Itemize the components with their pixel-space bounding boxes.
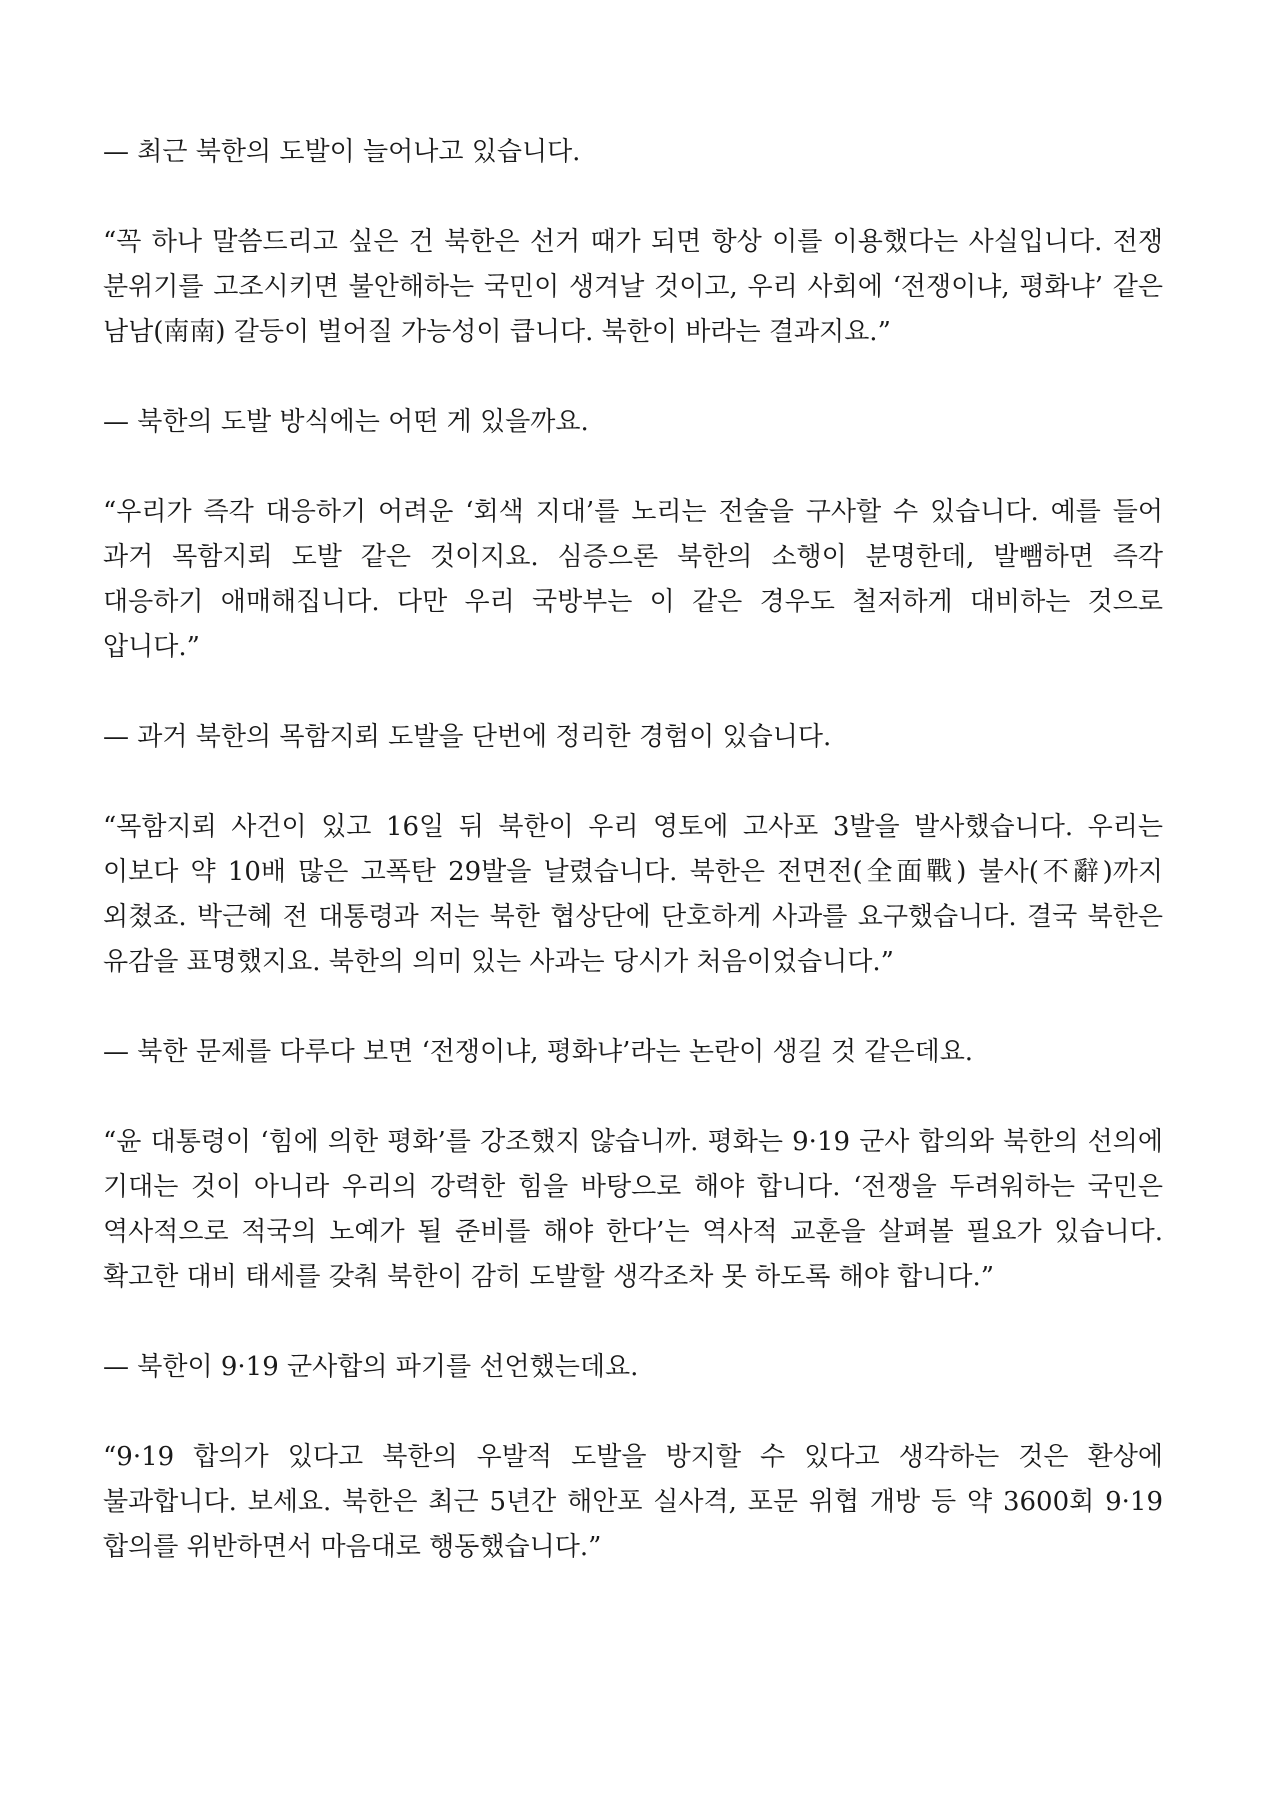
interview-question: — 북한이 9·19 군사합의 파기를 선언했는데요.: [103, 1352, 639, 1382]
interview-answer: “꼭 하나 말씀드리고 싶은 건 북한은 선거 때가 되면 항상 이를 이용했다는 사실입니다. 전쟁 분위기를 고조시키면 불안해하는 국민이 생겨날 것이고, 우리 사회에 ‘전쟁이냐, 평화냐’ 같은 남남(南南) 갈등이 벌어질 가능성이 큽니다. 북한이 바라는 결과지요.”: [103, 227, 1163, 347]
interview-question: — 과거 북한의 목함지뢰 도발을 단번에 정리한 경험이 있습니다.: [103, 722, 832, 752]
interview-answer: “목함지뢰 사건이 있고 16일 뒤 북한이 우리 영토에 고사포 3발을 발사했습니다. 우리는 이보다 약 10배 많은 고폭탄 29발을 날렸습니다. 북한은 전면전(全面戰) 불사(不辭)까지 외쳤죠. 박근혜 전 대통령과 저는 북한 협상단에 단호하게 사과를 요구했습니다. 결국 북한은 유감을 표명했지요. 북한의 의미 있는 사과는 당시가 처음이었습니다.”: [103, 812, 1163, 977]
interview-answer: “9·19 합의가 있다고 북한의 우발적 도발을 방지할 수 있다고 생각하는 것은 환상에 불과합니다. 보세요. 북한은 최근 5년간 해안포 실사격, 포문 위협 개방 등 약 3600회 9·19 합의를 위반하면서 마음대로 행동했습니다.”: [103, 1442, 1163, 1562]
interview-answer: “우리가 즉각 대응하기 어려운 ‘회색 지대’를 노리는 전술을 구사할 수 있습니다. 예를 들어 과거 목함지뢰 도발 같은 것이지요. 심증으론 북한의 소행이 분명한데, 발뺌하면 즉각 대응하기 애매해집니다. 다만 우리 국방부는 이 같은 경우도 철저하게 대비하는 것으로 압니다.”: [103, 497, 1163, 662]
interview-question: — 북한 문제를 다루다 보면 ‘전쟁이냐, 평화냐’라는 논란이 생길 것 같은데요.: [103, 1037, 974, 1067]
interview-question: — 북한의 도발 방식에는 어떤 게 있을까요.: [103, 407, 589, 437]
interview-text: [103, 130, 1163, 1615]
interview-question: — 최근 북한의 도발이 늘어나고 있습니다.: [103, 137, 581, 167]
interview-answer: “윤 대통령이 ‘힘에 의한 평화’를 강조했지 않습니까. 평화는 9·19 군사 합의와 북한의 선의에 기대는 것이 아니라 우리의 강력한 힘을 바탕으로 해야 합니다. ‘전쟁을 두려워하는 국민은 역사적으로 적국의 노예가 될 준비를 해야 한다’는 역사적 교훈을 살펴볼 필요가 있습니다. 확고한 대비 태세를 갖춰 북한이 감히 도발할 생각조차 못 하도록 해야 합니다.”: [103, 1127, 1163, 1292]
